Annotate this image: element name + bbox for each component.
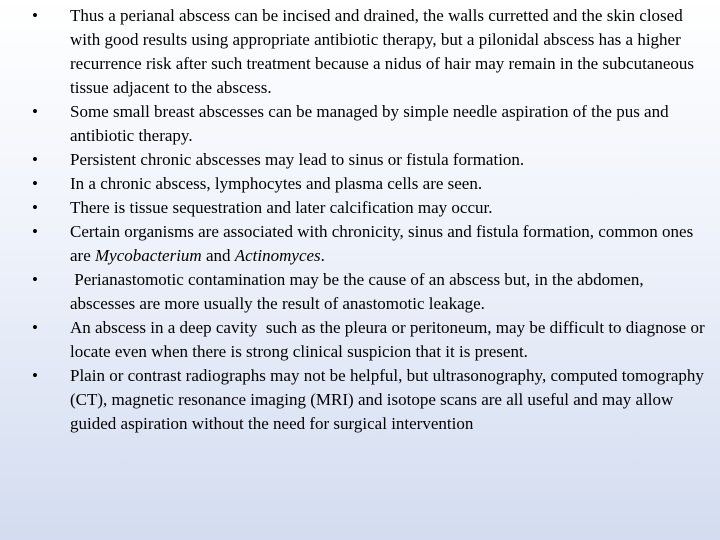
bullet-text: Certain organisms are associated with chronicity, sinus and fistula formation, common ones are (70, 222, 694, 265)
bullet-text: Perianastomotic contamination may be the cause of an abscess but, in the abdomen, abscesses are more usually the result of anastomotic leakage. (70, 270, 648, 313)
bullet-dot-icon: • (32, 222, 38, 241)
bullet-item (28, 268, 712, 316)
bullet-text: In a chronic abscess, lymphocytes and plasma cells are seen. (70, 174, 483, 193)
bullet-dot-icon: • (32, 6, 38, 25)
bullet-item (28, 148, 712, 172)
organism-name: Mycobacterium (95, 246, 202, 265)
bullet-item (28, 316, 712, 364)
bullet-dot-icon: • (32, 198, 38, 217)
bullet-dot-icon: • (32, 366, 38, 385)
bullet-item (28, 220, 712, 268)
bullet-text: An abscess in a deep cavity such as the pleura or peritoneum, may be difficult to diagnose or locate even when there is strong clinical suspicion that it is present. (70, 318, 709, 361)
bullet-item (28, 364, 712, 436)
bullet-list (28, 4, 712, 436)
bullet-text: There is tissue sequestration and later calcification may occur. (70, 198, 493, 217)
bullet-dot-icon: • (32, 150, 38, 169)
bullet-item (28, 172, 712, 196)
bullet-text: Plain or contrast radiographs may not be helpful, but ultrasonography, computed tomography (CT), magnetic resonance imaging (MRI) and isotope scans are all useful and may allow guided aspiration without the need for surgical intervention (70, 366, 704, 433)
bullet-text-connector: and (201, 246, 235, 265)
bullet-item (28, 100, 712, 148)
bullet-text: Some small breast abscesses can be managed by simple needle aspiration of the pus and antibiotic therapy. (70, 102, 669, 145)
bullet-text-end: . (320, 246, 325, 265)
bullet-item (28, 196, 712, 220)
organism-name: Actinomyces (234, 246, 321, 265)
bullet-text: Persistent chronic abscesses may lead to sinus or fistula formation. (70, 150, 525, 169)
bullet-text: Thus a perianal abscess can be incised and drained, the walls curretted and the skin closed with good results using appropriate antibiotic therapy, but a pilonidal abscess has a higher recurrence risk after such treatment because a nidus of hair may remain in the subcutaneous tissue adjacent to the abscess. (70, 6, 695, 97)
bullet-dot-icon: • (32, 102, 38, 121)
bullet-dot-icon: • (32, 174, 38, 193)
bullet-item (28, 4, 712, 100)
bullet-dot-icon: • (32, 270, 38, 289)
bullet-dot-icon: • (32, 318, 38, 337)
